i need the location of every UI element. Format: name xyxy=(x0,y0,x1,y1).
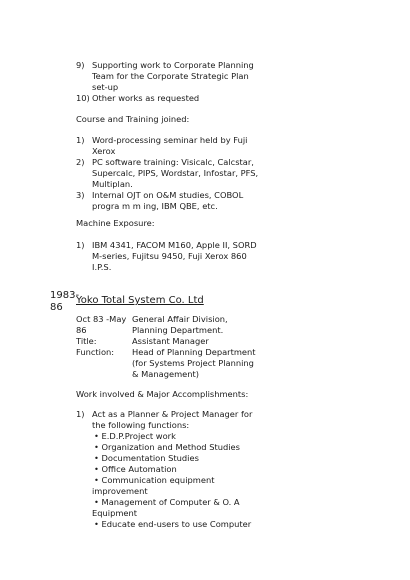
item-text: Word-processing seminar held by Fuji xyxy=(92,135,248,145)
item-number: 3) xyxy=(76,190,85,200)
bullet-item: • Educate end-users to use Computer xyxy=(94,519,252,529)
item-text: set-up xyxy=(92,82,119,92)
item-number: 1) xyxy=(76,135,85,145)
job-year: 86 xyxy=(50,302,63,313)
item-number: 1) xyxy=(76,240,85,250)
detail-label: 86 xyxy=(76,325,87,335)
bullet-item: • Office Automation xyxy=(94,464,177,474)
detail-label: Title: xyxy=(76,336,97,346)
bullet-item: • Communication equipment xyxy=(94,475,215,485)
item-text: Act as a Planner & Project Manager for xyxy=(92,409,253,419)
item-text: progra m m ing, IBM QBE, etc. xyxy=(92,201,218,211)
company-name: Yoko Total System Co. Ltd xyxy=(76,295,204,306)
item-text: Other works as requested xyxy=(92,93,200,103)
item-text: PC software training: Visicalc, Calcstar, xyxy=(92,157,254,167)
item-text: IBM 4341, FACOM M160, Apple II, SORD xyxy=(92,240,257,250)
section-heading: Machine Exposure: xyxy=(76,218,155,228)
item-text: Team for the Corporate Strategic Plan xyxy=(92,71,249,81)
job-year: 1983- xyxy=(50,290,80,301)
bullet-item: • E.D.P.Project work xyxy=(94,431,176,441)
detail-value: Head of Planning Department xyxy=(132,347,256,357)
item-number: 1) xyxy=(76,409,85,419)
bullet-continuation: improvement xyxy=(92,486,148,496)
detail-value: & Management) xyxy=(132,369,199,379)
item-text: M-series, Fujitsu 9450, Fuji Xerox 860 xyxy=(92,251,247,261)
item-text: the following functions: xyxy=(92,420,190,430)
detail-label: Oct 83 -May xyxy=(76,314,127,324)
section-heading: Course and Training joined: xyxy=(76,114,190,124)
bullet-item: • Management of Computer & O. A xyxy=(94,497,240,507)
detail-value: General Affair Division, xyxy=(132,314,228,324)
detail-value: (for Systems Project Planning xyxy=(132,358,254,368)
item-text: Xerox xyxy=(92,146,116,156)
item-text: Internal OJT on O&M studies, COBOL xyxy=(92,190,244,200)
item-number: 10) xyxy=(76,93,90,103)
item-text: Multiplan. xyxy=(92,179,133,189)
detail-label: Function: xyxy=(76,347,115,357)
bullet-continuation: Equipment xyxy=(92,508,138,518)
bullet-item: • Organization and Method Studies xyxy=(94,442,240,452)
item-number: 2) xyxy=(76,157,85,167)
detail-value: Planning Department. xyxy=(132,325,224,335)
item-number: 9) xyxy=(76,60,85,70)
detail-value: Assistant Manager xyxy=(132,336,209,346)
item-text: I.P.S. xyxy=(92,262,112,272)
item-text: Supercalc, PIPS, Wordstar, Infostar, PFS, xyxy=(92,168,259,178)
bullet-item: • Documentation Studies xyxy=(94,453,199,463)
item-text: Supporting work to Corporate Planning xyxy=(92,60,254,70)
section-heading: Work involved & Major Accomplishments: xyxy=(76,389,249,399)
